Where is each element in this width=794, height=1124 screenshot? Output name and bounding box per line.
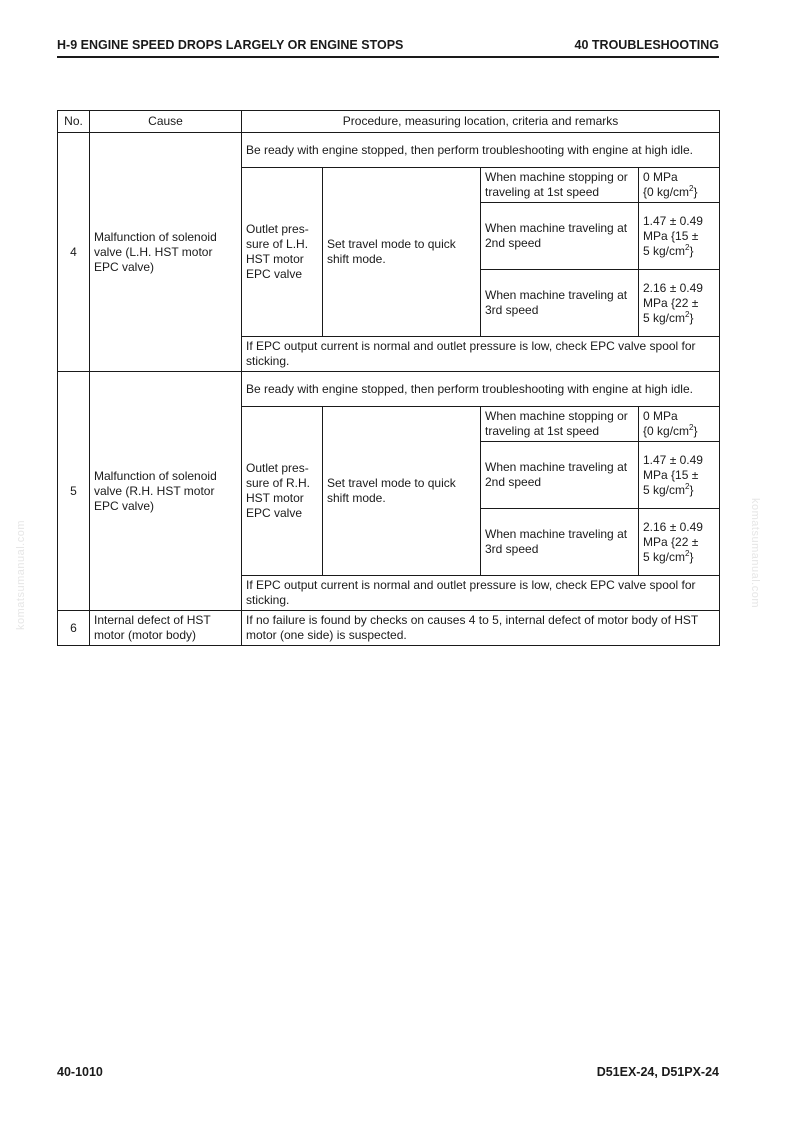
criteria-condition-cell: When machine traveling at 3rd speed xyxy=(481,270,639,337)
criteria-condition-cell: When machine traveling at 2nd speed xyxy=(481,203,639,270)
model-number: D51EX-24, D51PX-24 xyxy=(596,1065,719,1079)
header-no: No. xyxy=(58,111,90,133)
criteria-value-cell: 2.16 ± 0.49 MPa {22 ± 5 $kg/cm^2$} xyxy=(639,509,720,576)
remark-cell: If EPC output current is normal and outlet pressure is low, check EPC valve spool for sticking. xyxy=(242,576,720,611)
preparation-cell: Be ready with engine stopped, then perform troubleshooting with engine at high idle. xyxy=(242,372,720,407)
cause-cell: Internal defect of HST motor (motor body) xyxy=(90,611,242,646)
page-header xyxy=(57,36,719,58)
troubleshooting-table xyxy=(57,110,719,646)
page-number: 40-1010 xyxy=(57,1065,103,1079)
criteria-condition-cell: When machine stopping or traveling at 1st speed xyxy=(481,168,639,203)
criteria-value-cell: 1.47 ± 0.49 MPa {15 ± 5 $kg/cm^2$} xyxy=(639,203,720,270)
condition-cell: Set travel mode to quick shift mode. xyxy=(323,407,481,576)
chapter-title: 40 TROUBLESHOOTING xyxy=(574,38,719,52)
procedure-cell: If no failure is found by checks on causes 4 to 5, internal defect of motor body of HST motor (one side) is suspected. xyxy=(242,611,720,646)
table-row xyxy=(58,611,720,646)
row-number: 6 xyxy=(58,611,90,646)
location-cell: Outlet pres-sure of R.H. HST motor EPC valve xyxy=(242,407,323,576)
criteria-value-cell: 2.16 ± 0.49 MPa {22 ± 5 $kg/cm^2$} xyxy=(639,270,720,337)
criteria-condition-cell: When machine traveling at 2nd speed xyxy=(481,442,639,509)
table-row xyxy=(58,372,720,407)
location-cell: Outlet pres-sure of L.H. HST motor EPC valve xyxy=(242,168,323,337)
row-number: 5 xyxy=(58,372,90,611)
condition-cell: Set travel mode to quick shift mode. xyxy=(323,168,481,337)
cause-cell: Malfunction of solenoid valve (L.H. HST motor EPC valve) xyxy=(90,133,242,372)
watermark-left: komatsumanual.com xyxy=(15,520,27,630)
criteria-condition-cell: When machine traveling at 3rd speed xyxy=(481,509,639,576)
row-number: 4 xyxy=(58,133,90,372)
criteria-value-cell: 1.47 ± 0.49 MPa {15 ± 5 $kg/cm^2$} xyxy=(639,442,720,509)
section-title: H-9 ENGINE SPEED DROPS LARGELY OR ENGINE STOPS xyxy=(57,38,404,52)
cause-cell: Malfunction of solenoid valve (R.H. HST motor EPC valve) xyxy=(90,372,242,611)
table-row xyxy=(58,133,720,168)
header-cause: Cause xyxy=(90,111,242,133)
watermark-right: komatsumanual.com xyxy=(749,498,761,608)
table-header-row xyxy=(58,111,720,133)
header-procedure: Procedure, measuring location, criteria and remarks xyxy=(242,111,720,133)
preparation-cell: Be ready with engine stopped, then perform troubleshooting with engine at high idle. xyxy=(242,133,720,168)
criteria-condition-cell: When machine stopping or traveling at 1st speed xyxy=(481,407,639,442)
criteria-value-cell: 0 MPa {0 $kg/cm^2$} xyxy=(639,168,720,203)
criteria-value-cell: 0 MPa {0 $kg/cm^2$} xyxy=(639,407,720,442)
remark-cell: If EPC output current is normal and outlet pressure is low, check EPC valve spool for sticking. xyxy=(242,337,720,372)
